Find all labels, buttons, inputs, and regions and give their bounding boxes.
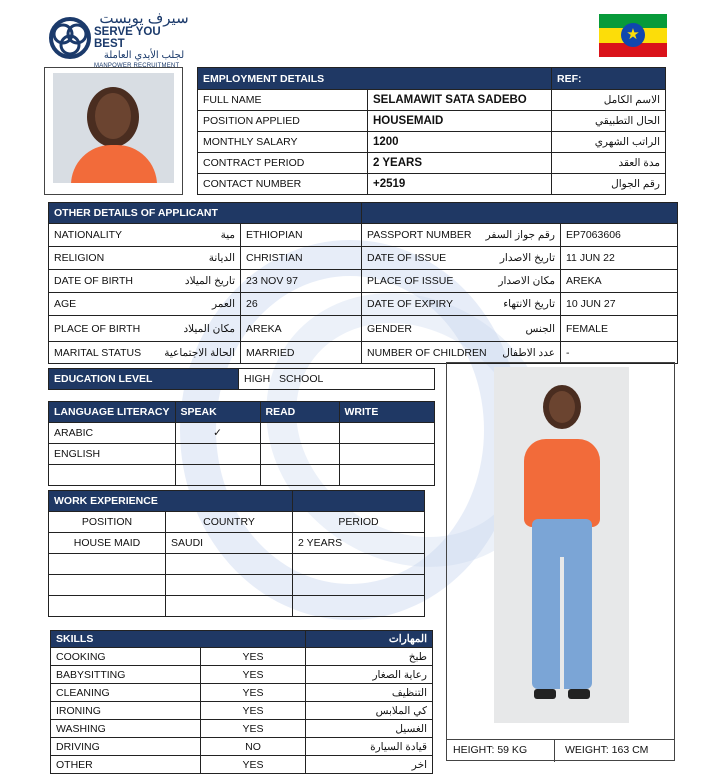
work-position-2 (49, 554, 166, 575)
passport-number-en: PASSPORT NUMBER (367, 229, 472, 241)
employment-details-table (197, 67, 666, 195)
skills-header: SKILLS (51, 631, 306, 648)
work-country-4 (166, 596, 293, 617)
marital-status-ar: الحالة الاجتماعية (164, 346, 235, 359)
place-of-birth-ar: مكان الميلاد (183, 322, 235, 335)
passport-number-value: EP7063606 (561, 224, 678, 247)
work-period-2 (293, 554, 425, 575)
gender-value: FEMALE (561, 316, 678, 342)
full-name-ar: الاسم الكامل (552, 90, 666, 111)
skill-ironing: IRONING (51, 702, 201, 720)
work-experience-header-blank (293, 491, 425, 512)
logo-arabic-name: سيرف يوبست (99, 10, 189, 27)
other-details-header: OTHER DETAILS OF APPLICANT (49, 203, 362, 224)
body-divider (554, 740, 555, 762)
date-of-expiry-label (362, 293, 561, 316)
skill-ironing-ar: كي الملابس (306, 702, 433, 720)
place-of-birth-value: AREKA (241, 316, 362, 342)
age-label (49, 293, 241, 316)
skill-other-ar: اخر (306, 756, 433, 774)
language-arabic: ARABIC (49, 423, 176, 444)
language-table (48, 401, 435, 486)
work-period-4 (293, 596, 425, 617)
skill-driving: DRIVING (51, 738, 201, 756)
skill-cooking: COOKING (51, 648, 201, 666)
blank-speak (175, 465, 260, 486)
contact-number-ar: رقم الجوال (552, 174, 666, 195)
passport-number-label (362, 224, 561, 247)
skills-table (50, 630, 433, 774)
skill-cooking-value: YES (201, 648, 306, 666)
marital-status-en: MARITAL STATUS (54, 346, 142, 359)
period-col: PERIOD (293, 512, 425, 533)
education-level-label: EDUCATION LEVEL (49, 369, 239, 390)
ethiopia-flag (599, 14, 667, 57)
ref-label: REF: (552, 68, 666, 90)
height-value: HEIGHT: 59 KG (453, 744, 528, 756)
number-of-children-en: NUMBER OF CHILDREN (367, 346, 487, 359)
contact-number-label: CONTACT NUMBER (198, 174, 368, 195)
place-of-birth-en: PLACE OF BIRTH (54, 322, 141, 335)
work-position-1: HOUSE MAID (49, 533, 166, 554)
blank-read (260, 465, 339, 486)
company-logo (48, 10, 189, 69)
other-details-table (48, 202, 678, 364)
arabic-speak: ✓ (175, 423, 260, 444)
number-of-children-ar: عدد الاطفال (502, 346, 555, 359)
work-country-1: SAUDI (166, 533, 293, 554)
monthly-salary-value: 1200 (368, 132, 552, 153)
place-of-issue-en: PLACE OF ISSUE (367, 275, 454, 287)
skill-cleaning: CLEANING (51, 684, 201, 702)
place-of-issue-ar: مكان الاصدار (498, 275, 555, 287)
date-of-issue-en: DATE OF ISSUE (367, 252, 447, 264)
language-blank (49, 465, 176, 486)
nationality-value: ETHIOPIAN (241, 224, 362, 247)
logo-name: SERVE YOU BEST (94, 26, 161, 50)
date-of-birth-ar: تاريخ الميلاد (184, 275, 235, 287)
arabic-read (260, 423, 339, 444)
place-of-birth-label (49, 316, 241, 342)
age-value: 26 (241, 293, 362, 316)
contract-period-label: CONTRACT PERIOD (198, 153, 368, 174)
arabic-write (339, 423, 435, 444)
skill-cleaning-ar: التنظيف (306, 684, 433, 702)
skill-driving-ar: قيادة السيارة (306, 738, 433, 756)
age-ar: العمر (211, 298, 235, 310)
passport-number-ar: رقم جواز السفر (485, 229, 555, 241)
date-of-birth-en: DATE OF BIRTH (54, 275, 133, 287)
gender-label (362, 316, 561, 342)
date-of-expiry-value: 10 JUN 27 (561, 293, 678, 316)
country-col: COUNTRY (166, 512, 293, 533)
speak-header: SPEAK (175, 402, 260, 423)
marital-status-label (49, 342, 241, 364)
full-name-value: SELAMAWIT SATA SADEBO (368, 90, 552, 111)
work-position-3 (49, 575, 166, 596)
skill-cooking-ar: طبخ (306, 648, 433, 666)
religion-value: CHRISTIAN (241, 247, 362, 270)
logo-arabic-sub: لجلب الأيدي العاملة (103, 50, 185, 61)
gender-ar: الجنس (525, 322, 555, 335)
work-experience-table (48, 490, 425, 617)
work-period-1: 2 YEARS (293, 533, 425, 554)
position-applied-value: HOUSEMAID (368, 111, 552, 132)
applicant-portrait-photo (53, 73, 174, 183)
work-experience-header: WORK EXPERIENCE (49, 491, 293, 512)
date-of-birth-value: 23 NOV 97 (241, 270, 362, 293)
education-table (48, 368, 435, 390)
education-level-value: HIGH SCHOOL (239, 369, 435, 390)
nationality-label (49, 224, 241, 247)
skills-header-ar: المهارات (306, 631, 433, 648)
skill-babysitting: BABYSITTING (51, 666, 201, 684)
position-col: POSITION (49, 512, 166, 533)
employment-details-header: EMPLOYMENT DETAILS (198, 68, 552, 90)
skill-babysitting-value: YES (201, 666, 306, 684)
religion-ar: الديانة (208, 252, 235, 264)
skill-ironing-value: YES (201, 702, 306, 720)
applicant-full-body-photo (494, 367, 629, 723)
read-header: READ (260, 402, 339, 423)
skill-other: OTHER (51, 756, 201, 774)
other-details-header-blank (362, 203, 678, 224)
date-of-issue-value: 11 JUN 22 (561, 247, 678, 270)
photo-frame-full (446, 362, 675, 761)
number-of-children-label (362, 342, 561, 364)
religion-en: RELIGION (54, 252, 105, 264)
blank-write (339, 465, 435, 486)
work-position-4 (49, 596, 166, 617)
work-period-3 (293, 575, 425, 596)
position-applied-label: POSITION APPLIED (198, 111, 368, 132)
logo-sub: MANPOWER RECRUITMENT (94, 63, 180, 69)
logo-knot-icon (48, 14, 92, 62)
contact-number-value: +2519 (368, 174, 552, 195)
skill-cleaning-value: YES (201, 684, 306, 702)
contract-period-value: 2 YEARS (368, 153, 552, 174)
place-of-issue-label (362, 270, 561, 293)
religion-label (49, 247, 241, 270)
date-of-issue-ar: تاريخ الاصدار (499, 252, 555, 264)
skill-washing-value: YES (201, 720, 306, 738)
skill-other-value: YES (201, 756, 306, 774)
skill-washing: WASHING (51, 720, 201, 738)
date-of-issue-label (362, 247, 561, 270)
date-of-expiry-en: DATE OF EXPIRY (367, 298, 453, 310)
work-country-2 (166, 554, 293, 575)
english-speak (175, 444, 260, 465)
monthly-salary-ar: الراتب الشهري (552, 132, 666, 153)
date-of-birth-label (49, 270, 241, 293)
weight-value: WEIGHT: 163 CM (565, 744, 649, 756)
age-en: AGE (54, 298, 77, 310)
marital-status-value: MARRIED (241, 342, 362, 364)
write-header: WRITE (339, 402, 435, 423)
flag-emblem-icon: ★ (621, 23, 645, 47)
skill-washing-ar: الغسيل (306, 720, 433, 738)
language-english: ENGLISH (49, 444, 176, 465)
english-write (339, 444, 435, 465)
work-country-3 (166, 575, 293, 596)
nationality-ar: مية (220, 229, 235, 241)
english-read (260, 444, 339, 465)
skill-driving-value: NO (201, 738, 306, 756)
date-of-expiry-ar: تاريخ الانتهاء (503, 298, 555, 310)
place-of-issue-value: AREKA (561, 270, 678, 293)
gender-en: GENDER (367, 322, 412, 335)
skill-babysitting-ar: رعاية الصغار (306, 666, 433, 684)
language-literacy-header: LANGUAGE LITERACY (49, 402, 176, 423)
number-of-children-value: - (561, 342, 678, 364)
photo-frame-small (44, 67, 183, 195)
full-name-label: FULL NAME (198, 90, 368, 111)
monthly-salary-label: MONTHLY SALARY (198, 132, 368, 153)
nationality-en: NATIONALITY (54, 229, 123, 241)
contract-period-ar: مدة العقد (552, 153, 666, 174)
position-applied-ar: الحال التطبيقي (552, 111, 666, 132)
